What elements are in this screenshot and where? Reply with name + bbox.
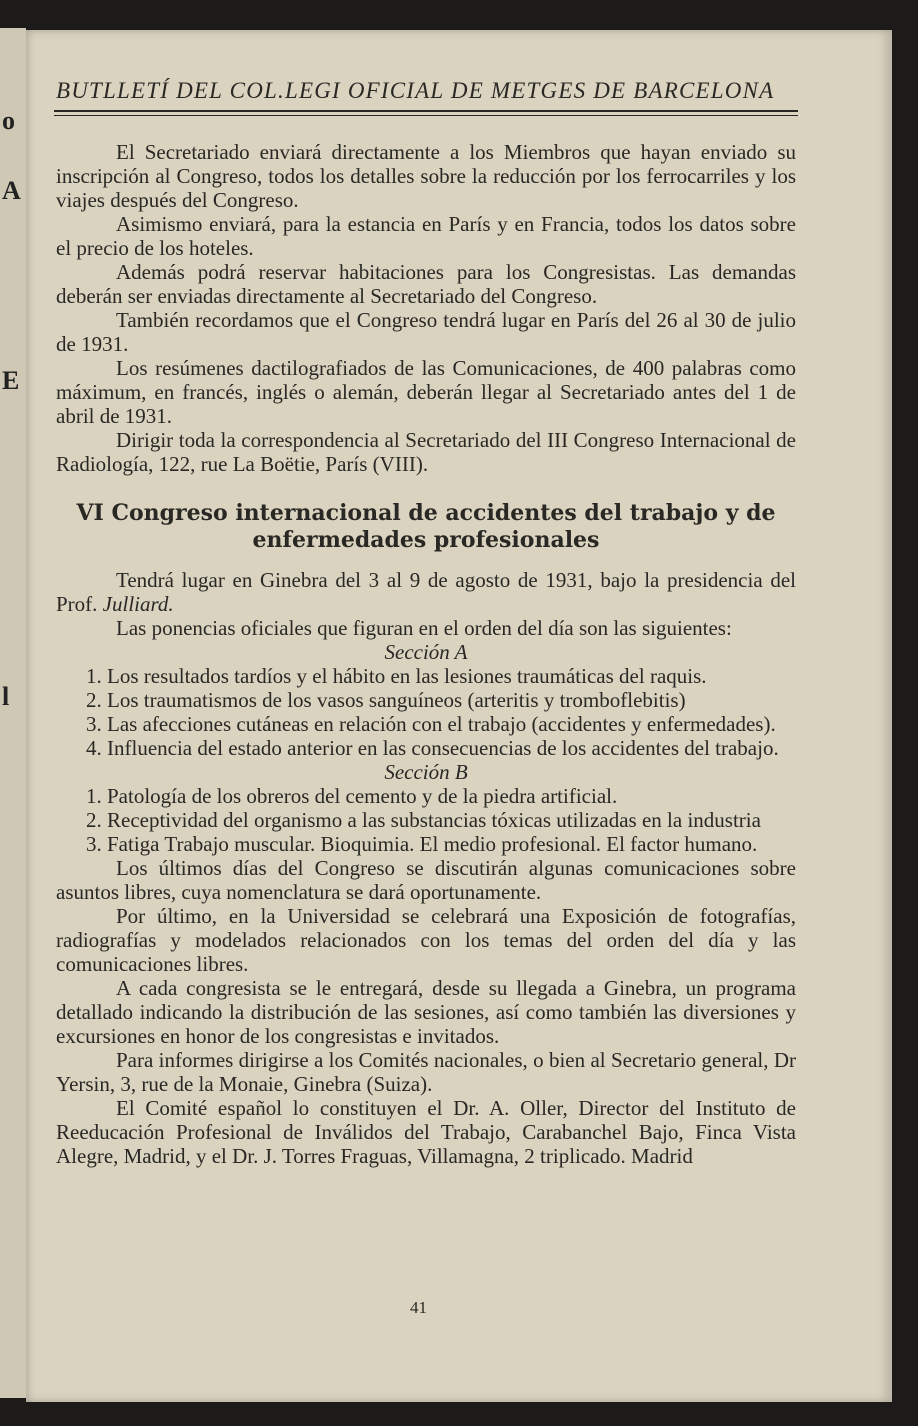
list-item: 3. Las afecciones cutáneas en relación con el trabajo (accidentes y enfermedades).	[86, 712, 776, 736]
list-item: 1. Los resultados tardíos y el hábito en las lesiones traumáticas del raquis.	[86, 664, 707, 688]
list-item: 1. Patología de los obreros del cemento y de la piedra artificial.	[86, 784, 618, 808]
header-rule-thin	[54, 115, 798, 116]
paragraph: Dirigir toda la correspondencia al Secretariado del III Congreso Internacional de Radiología, 122, rue La Boëtie, París (VIII).	[56, 428, 796, 476]
adjacent-page-edge	[0, 28, 26, 1398]
section-heading	[56, 500, 796, 554]
subsection-title: Sección B	[384, 760, 468, 784]
paragraph: Las ponencias oficiales que figuran en el orden del día son las siguientes:	[116, 616, 732, 640]
paragraph: Para informes dirigirse a los Comités nacionales, o bien al Secretario general, Dr Yersin, 3, rue de la Monaie, Ginebra (Suiza).	[56, 1048, 796, 1096]
paragraph: A cada congresista se le entregará, desde su llegada a Ginebra, un programa detallado indicando la distribución de las sesiones, así como también las diversiones y excursiones en honor de los congresistas e invitados.	[56, 976, 796, 1048]
paragraph: También recordamos que el Congreso tendrá lugar en París del 26 al 30 de julio de 1931.	[56, 308, 796, 356]
running-header: BUTLLETÍ DEL COL.LEGI OFICIAL DE METGES DE BARCELONA	[56, 78, 775, 103]
subsection-title: Sección A	[384, 640, 468, 664]
paragraph: El Secretariado enviará directamente a los Miembros que hayan enviado su inscripción al Congreso, todos los detalles sobre la reducción por los ferrocarriles y los viajes después del Congreso.	[56, 140, 796, 212]
list-item: 4. Influencia del estado anterior en las consecuencias de los accidentes del trabajo.	[86, 736, 779, 760]
header-rule	[54, 110, 798, 112]
article-content	[56, 140, 796, 1168]
paragraph: Además podrá reservar habitaciones para los Congresistas. Las demandas deberán ser enviadas directamente al Secretariado del Congreso.	[56, 260, 796, 308]
section-heading-line1: VI Congreso internacional de accidentes del trabajo y de	[76, 500, 776, 526]
president-name: Julliard.	[102, 592, 174, 616]
paragraph: El Comité español lo constituyen el Dr. A. Oller, Director del Instituto de Reeducación Profesional de Inválidos del Trabajo, Carabanchel Bajo, Finca Vista Alegre, Madrid, y el Dr. J. Torres Fraguas, Villamagna, 2 triplicado. Madrid	[56, 1096, 796, 1168]
paragraph: Por último, en la Universidad se celebrará una Exposición de fotografías, radiografías y modelados relacionados con los temas del orden del día y las comunicaciones libres.	[56, 904, 796, 976]
edge-glyph: A	[2, 176, 21, 205]
list-item: 3. Fatiga Trabajo muscular. Bioquimia. El medio profesional. El factor humano.	[86, 832, 758, 856]
list-item: 2. Los traumatismos de los vasos sanguíneos (arteritis y tromboflebitis)	[86, 688, 686, 712]
paragraph: Asimismo enviará, para la estancia en París y en Francia, todos los datos sobre el precio de los hoteles.	[56, 212, 796, 260]
paragraph: Los resúmenes dactilografiados de las Comunicaciones, de 400 palabras como máximum, en francés, inglés o alemán, deberán llegar al Secretariado antes del 1 de abril de 1931.	[56, 356, 796, 428]
page-number: 41	[410, 1298, 427, 1317]
paragraph: Los últimos días del Congreso se discutirán algunas comunicaciones sobre asuntos libres, cuya nomenclatura se dará oportunamente.	[56, 856, 796, 904]
edge-glyph: l	[2, 682, 10, 711]
section-heading-line2: enfermedades profesionales	[252, 527, 600, 553]
paragraph-text: Tendrá lugar en Ginebra del 3 al 9 de agosto de 1931, bajo la presidencia del Prof.	[56, 568, 796, 616]
document-page	[26, 30, 892, 1402]
edge-glyph: E	[2, 366, 20, 395]
edge-glyph: o	[2, 106, 15, 135]
list-item: 2. Receptividad del organismo a las substancias tóxicas utilizadas en la industria	[86, 808, 761, 832]
paragraph	[56, 568, 796, 616]
